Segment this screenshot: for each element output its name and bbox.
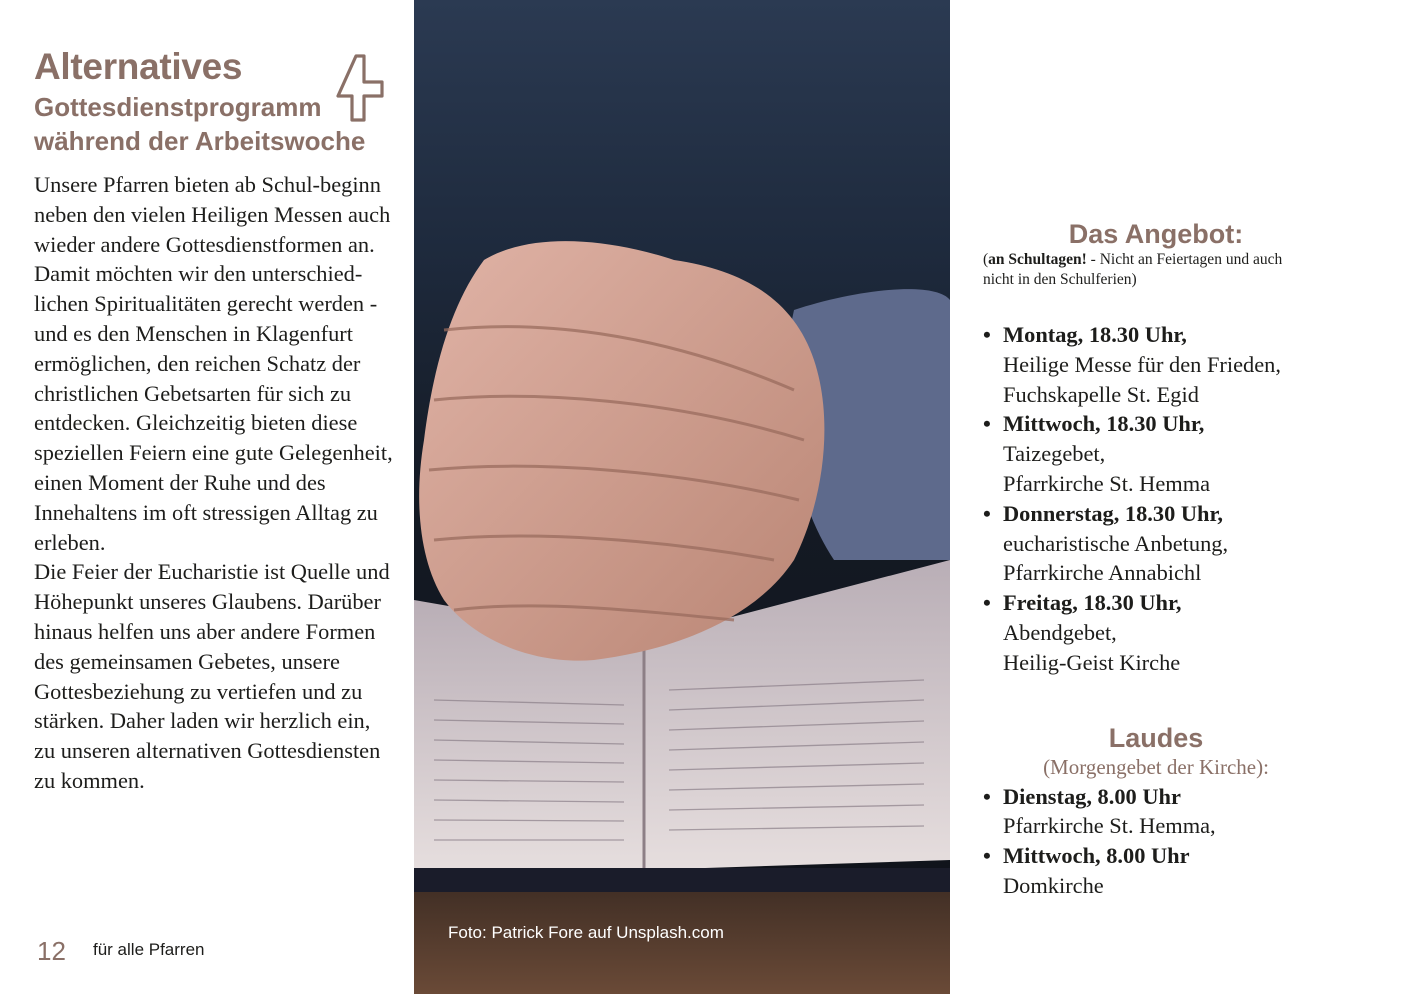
list-item [983,841,1373,901]
schedule-place: Fuchskapelle St. Egid [1003,381,1199,407]
laudes-heading: Laudes [1108,722,1204,753]
schedule-place: Domkirche [1003,872,1104,898]
schedule-day: • Freitag, 18.30 Uhr, [1003,590,1182,616]
article-subtitle: Gottesdienstprogramm während der Arbeitswoche [34,92,366,156]
laudes-subheading: (Morgengebet der Kirche): [1043,754,1269,779]
article-paragraph: Unsere Pfarren bieten ab Schul-beginn neben den vielen Heiligen Messen auch wieder andere Gottesdienstformen an. Damit möchten wir den unterschied-lichen Spiritualitäten gerecht werden - und es den Menschen in Klagenfurt ermöglichen, den reichen Schatz der christlichen Gebetsarten für sich zu entdecken. Gleichzeitig bieten diese speziellen Feiern eine gute Gelegenheit, einen Moment der Ruhe und des Innehaltens im oft stressigen Alltag zu erleben. [34,172,393,555]
photo-credit: Foto: Patrick Fore auf Unsplash.com [448,923,724,942]
schedule-day: • Donnerstag, 18.30 Uhr, [1003,500,1223,526]
schedule-day: • Dienstag, 8.00 Uhr [1003,783,1181,809]
schedule-service: Heilige Messe für den Frieden, [1003,351,1281,377]
schedule-place: Pfarrkirche St. Hemma [1003,470,1211,496]
list-item [983,320,1373,409]
schedule-service: Taizegebet, [1003,441,1106,467]
footer-label: für alle Pfarren [93,940,205,959]
schedule-day: • Montag, 18.30 Uhr, [1003,322,1187,347]
laudes-list [983,782,1373,901]
cross-logo-icon [334,52,386,124]
praying-hands-photo [414,0,950,994]
list-item [983,588,1373,677]
note-rest: - Nicht an Feiertagen und auch nicht in den Schulferien) [983,251,1283,288]
article-title: Alternatives [34,46,243,87]
list-item [983,499,1373,588]
list-item [983,782,1373,842]
schedule-column [983,218,1373,901]
note-open: ( [983,251,989,268]
schedule-service: eucharistische Anbetung, [1003,530,1229,556]
schedule-place: Pfarrkirche Annabichl [1003,560,1202,586]
article-body [34,170,394,796]
schedule-place: Pfarrkirche St. Hemma, [1003,813,1216,839]
page-number: 12 [37,936,66,966]
schedule-place: Heilig-Geist Kirche [1003,649,1181,675]
angebot-note [983,250,1313,290]
article-paragraph: Die Feier der Eucharistie ist Quelle und Höhepunkt unseres Glaubens. Darüber hinaus helfen uns aber andere Formen des gemeinsamen Gebetes, unsere Gottesbeziehung zu vertiefen und zu stärken. Daher laden wir herzlich ein, zu unseren alternativen Gottesdiensten zu kommen. [34,559,390,793]
schedule-day: • Mittwoch, 8.00 Uhr [1003,843,1190,869]
list-item [983,409,1373,498]
angebot-list [983,320,1373,678]
schedule-day: • Mittwoch, 18.30 Uhr, [1003,411,1205,437]
schedule-service: Abendgebet, [1003,619,1117,645]
note-bold: an Schultagen! [988,251,1087,268]
photo-illustration [414,0,950,994]
angebot-heading: Das Angebot: [1068,219,1244,249]
article-column [34,44,394,796]
